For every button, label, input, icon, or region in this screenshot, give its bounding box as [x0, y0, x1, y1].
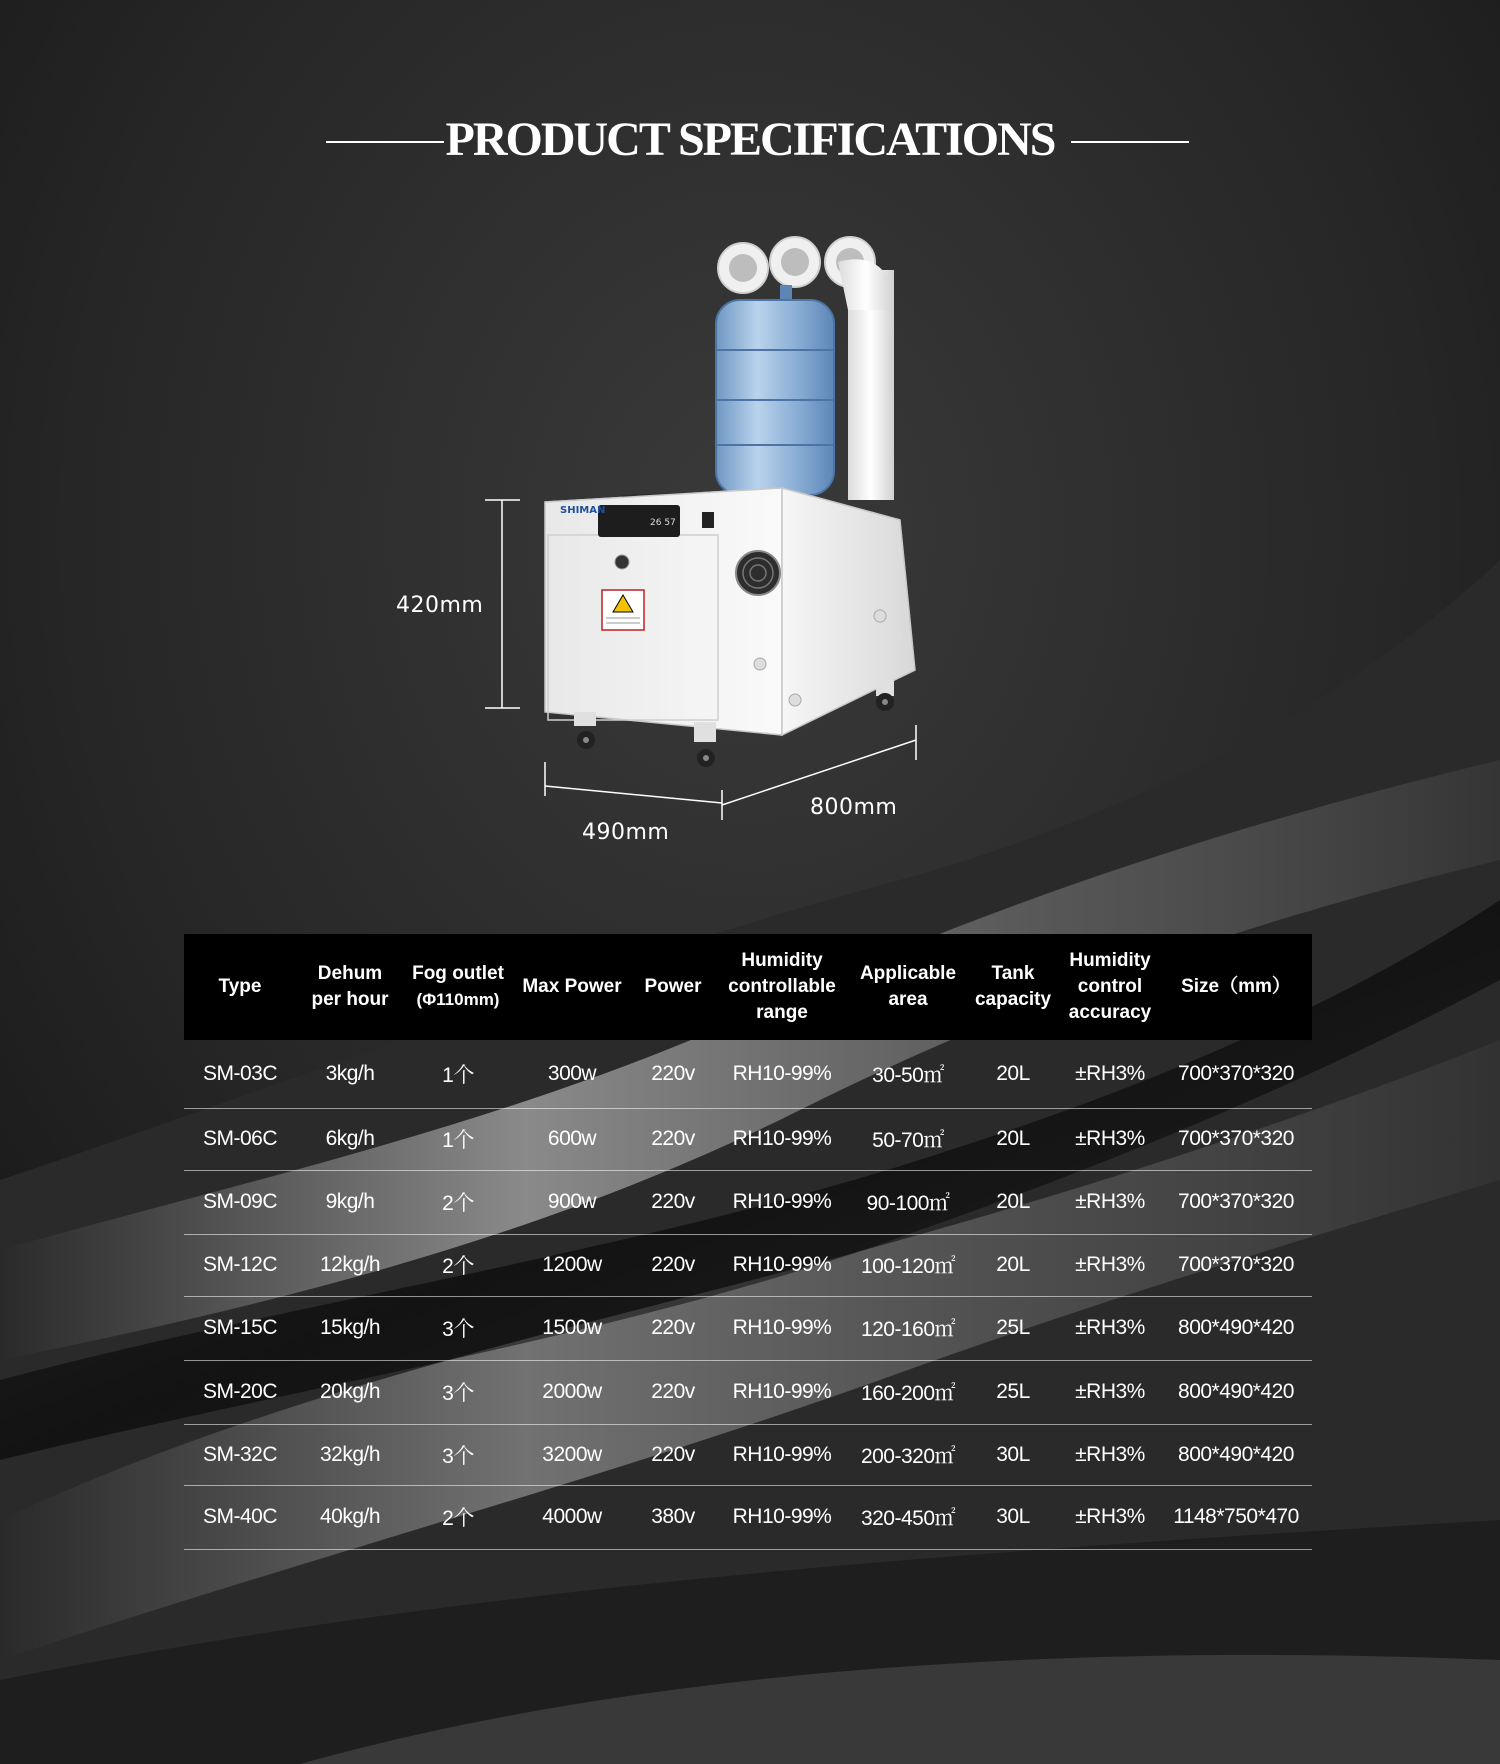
table-row — [184, 1170, 1312, 1234]
cell-type: SM-32C — [184, 1424, 296, 1485]
column-header-line: accuracy — [1068, 1002, 1152, 1023]
cell-size: 700*370*320 — [1160, 1108, 1312, 1170]
column-header-line: Fog outlet — [412, 963, 504, 984]
cell-power: 220v — [632, 1234, 714, 1296]
cell-tank: 20L — [966, 1170, 1060, 1234]
cell-type: SM-15C — [184, 1296, 296, 1360]
cell-humidity_range: RH10-99% — [714, 1424, 850, 1485]
column-header-line: Size（mm） — [1181, 976, 1291, 997]
column-header-line: Humidity — [1069, 950, 1151, 971]
column-header-fog — [404, 934, 512, 1040]
cell-area: 320-450㎡ — [850, 1485, 966, 1549]
spec-table — [184, 934, 1312, 1550]
cell-tank: 30L — [966, 1485, 1060, 1549]
width-dimension-label: 800mm — [810, 795, 898, 820]
cell-dehum: 15kg/h — [296, 1296, 404, 1360]
cell-dehum: 9kg/h — [296, 1170, 404, 1234]
table-row — [184, 1234, 1312, 1296]
cell-max_power: 2000w — [512, 1360, 632, 1424]
cell-fog: 1个 — [404, 1108, 512, 1170]
cell-accuracy: ±RH3% — [1060, 1360, 1160, 1424]
column-header-size — [1160, 934, 1312, 1040]
column-header-tank — [966, 934, 1060, 1040]
column-header-line: controllable — [728, 976, 836, 997]
cell-power: 220v — [632, 1424, 714, 1485]
column-header-line: Power — [644, 976, 702, 997]
cell-power: 220v — [632, 1170, 714, 1234]
cell-size: 800*490*420 — [1160, 1424, 1312, 1485]
cell-humidity_range: RH10-99% — [714, 1234, 850, 1296]
humidifier-product-image — [0, 0, 1500, 860]
machine-body — [545, 488, 915, 767]
cell-tank: 25L — [966, 1360, 1060, 1424]
cell-fog: 3个 — [404, 1424, 512, 1485]
cell-tank: 20L — [966, 1040, 1060, 1108]
cell-area: 200-320㎡ — [850, 1424, 966, 1485]
cell-size: 1148*750*470 — [1160, 1485, 1312, 1549]
water-bottle — [716, 285, 834, 495]
depth-dimension-label: 490mm — [582, 820, 670, 845]
column-header-max_power — [512, 934, 632, 1040]
cell-fog: 3个 — [404, 1296, 512, 1360]
cell-power: 220v — [632, 1296, 714, 1360]
cell-dehum: 12kg/h — [296, 1234, 404, 1296]
column-header-dehum — [296, 934, 404, 1040]
column-header-line: Max Power — [522, 976, 622, 997]
table-row — [184, 1108, 1312, 1170]
cell-humidity_range: RH10-99% — [714, 1108, 850, 1170]
column-header-line: (Φ110mm) — [416, 990, 500, 1009]
cell-area: 160-200㎡ — [850, 1360, 966, 1424]
column-header-line: per hour — [311, 989, 389, 1010]
cell-tank: 30L — [966, 1424, 1060, 1485]
cell-humidity_range: RH10-99% — [714, 1360, 850, 1424]
page-title: PRODUCT SPECIFICATIONS — [445, 113, 1055, 166]
cell-humidity_range: RH10-99% — [714, 1296, 850, 1360]
cell-size: 800*490*420 — [1160, 1360, 1312, 1424]
cell-size: 700*370*320 — [1160, 1234, 1312, 1296]
column-header-line: Tank — [991, 963, 1035, 984]
cell-power: 380v — [632, 1485, 714, 1549]
cell-tank: 25L — [966, 1296, 1060, 1360]
cell-tank: 20L — [966, 1234, 1060, 1296]
brand-logo: SHIMAN — [560, 505, 606, 516]
svg-text:26 57: 26 57 — [650, 518, 676, 528]
cell-power: 220v — [632, 1108, 714, 1170]
cell-type: SM-03C — [184, 1040, 296, 1108]
cell-area: 50-70㎡ — [850, 1108, 966, 1170]
cell-area: 90-100㎡ — [850, 1170, 966, 1234]
cell-max_power: 900w — [512, 1170, 632, 1234]
cell-max_power: 3200w — [512, 1424, 632, 1485]
cell-max_power: 4000w — [512, 1485, 632, 1549]
cell-accuracy: ±RH3% — [1060, 1485, 1160, 1549]
cell-area: 30-50㎡ — [850, 1040, 966, 1108]
cell-fog: 2个 — [404, 1485, 512, 1549]
table-row — [184, 1360, 1312, 1424]
column-header-accuracy — [1060, 934, 1160, 1040]
cell-fog: 2个 — [404, 1170, 512, 1234]
cell-tank: 20L — [966, 1108, 1060, 1170]
cell-dehum: 6kg/h — [296, 1108, 404, 1170]
table-body — [184, 1040, 1312, 1549]
column-header-humidity_range — [714, 934, 850, 1040]
cell-humidity_range: RH10-99% — [714, 1485, 850, 1549]
table-row — [184, 1424, 1312, 1485]
column-header-line: control — [1077, 976, 1143, 997]
height-dimension-label: 420mm — [396, 593, 484, 618]
column-header-power — [632, 934, 714, 1040]
column-header-area — [850, 934, 966, 1040]
cell-type: SM-06C — [184, 1108, 296, 1170]
cell-dehum: 3kg/h — [296, 1040, 404, 1108]
cell-humidity_range: RH10-99% — [714, 1040, 850, 1108]
cell-max_power: 300w — [512, 1040, 632, 1108]
column-header-line: Humidity — [741, 950, 823, 971]
column-header-line: Type — [218, 976, 262, 997]
cell-max_power: 1500w — [512, 1296, 632, 1360]
table-header-row — [184, 934, 1312, 1040]
table-row — [184, 1296, 1312, 1360]
cell-accuracy: ±RH3% — [1060, 1234, 1160, 1296]
column-header-line: range — [756, 1002, 808, 1023]
cell-dehum: 32kg/h — [296, 1424, 404, 1485]
cell-area: 120-160㎡ — [850, 1296, 966, 1360]
cell-dehum: 20kg/h — [296, 1360, 404, 1424]
cell-type: SM-09C — [184, 1170, 296, 1234]
column-header-type — [184, 934, 296, 1040]
column-header-line: Dehum — [317, 963, 383, 984]
table-row — [184, 1040, 1312, 1108]
cell-accuracy: ±RH3% — [1060, 1296, 1160, 1360]
cell-fog: 3个 — [404, 1360, 512, 1424]
cell-size: 700*370*320 — [1160, 1040, 1312, 1108]
cell-dehum: 40kg/h — [296, 1485, 404, 1549]
cell-fog: 1个 — [404, 1040, 512, 1108]
cell-size: 800*490*420 — [1160, 1296, 1312, 1360]
cell-max_power: 600w — [512, 1108, 632, 1170]
column-header-line: area — [888, 989, 928, 1010]
cell-humidity_range: RH10-99% — [714, 1170, 850, 1234]
cell-accuracy: ±RH3% — [1060, 1040, 1160, 1108]
cell-power: 220v — [632, 1040, 714, 1108]
cell-accuracy: ±RH3% — [1060, 1108, 1160, 1170]
cell-type: SM-20C — [184, 1360, 296, 1424]
cell-accuracy: ±RH3% — [1060, 1424, 1160, 1485]
column-header-line: Applicable — [859, 963, 957, 984]
cell-type: SM-12C — [184, 1234, 296, 1296]
cell-size: 700*370*320 — [1160, 1170, 1312, 1234]
cell-power: 220v — [632, 1360, 714, 1424]
cell-area: 100-120㎡ — [850, 1234, 966, 1296]
cell-accuracy: ±RH3% — [1060, 1170, 1160, 1234]
table-row — [184, 1485, 1312, 1549]
cell-max_power: 1200w — [512, 1234, 632, 1296]
column-header-line: capacity — [974, 989, 1052, 1010]
cell-type: SM-40C — [184, 1485, 296, 1549]
cell-fog: 2个 — [404, 1234, 512, 1296]
